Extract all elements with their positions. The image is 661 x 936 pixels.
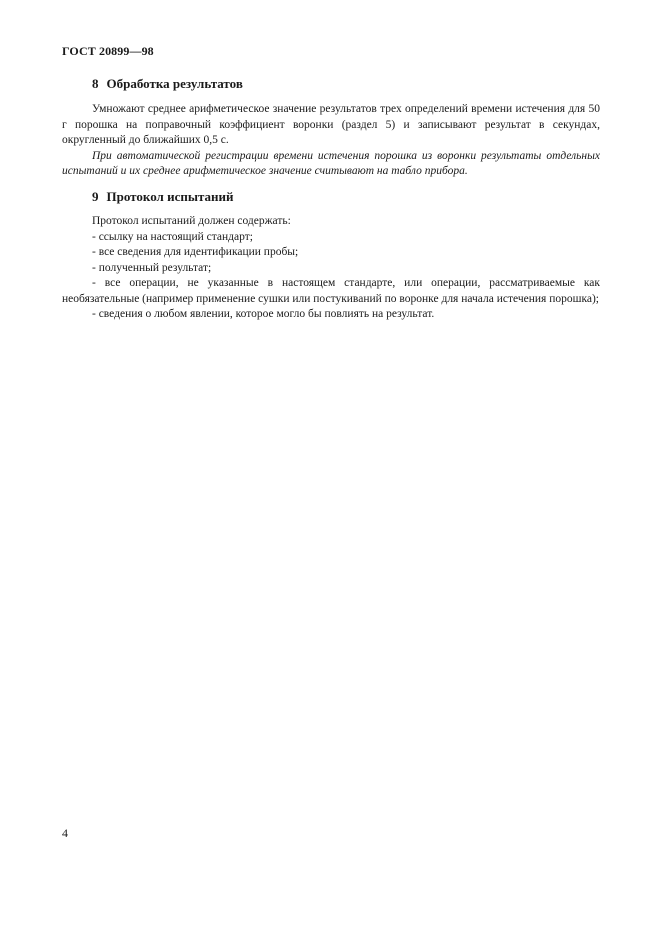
document-code: ГОСТ 20899—98	[62, 44, 154, 58]
section-8-paragraph-1: Умножают среднее арифметическое значение результатов трех определений времени истечения для 50 г порошка на поправочный коэффициент воронки (раздел 5) и записывают результат в секундах, округленный до ближайших 0,5 с.	[62, 103, 600, 146]
section-9-intro: Протокол испытаний должен содержать:	[92, 215, 291, 227]
section-8-number: 8	[92, 76, 99, 91]
section-8-title: Обработка результатов	[106, 76, 243, 91]
page-number: 4	[62, 826, 68, 840]
section-9-number: 9	[92, 189, 99, 204]
list-item: - все сведения для идентификации пробы;	[92, 246, 299, 258]
list-item: - ссылку на настоящий стандарт;	[92, 230, 253, 243]
section-8-paragraph-2: При автоматической регистрации времени истечения порошка из воронки результаты отдельных испытаний и их среднее арифметическое значение считывают на табло прибора.	[62, 149, 600, 177]
list-item: - полученный результат;	[92, 261, 212, 274]
section-8-body	[62, 102, 600, 180]
section-9-title: Протокол испытаний	[106, 189, 234, 204]
section-8-heading	[92, 76, 243, 92]
section-9-body	[62, 214, 600, 323]
section-9-heading	[92, 189, 234, 205]
list-item: - сведения о любом явлении, которое могло бы повлиять на результат.	[92, 308, 435, 320]
list-item: - все операции, не указанные в настоящем стандарте, или операции, рассматриваемые как необязательные (например применение сушки или постукиваний по воронке для начала истечения порошка);	[62, 277, 600, 305]
